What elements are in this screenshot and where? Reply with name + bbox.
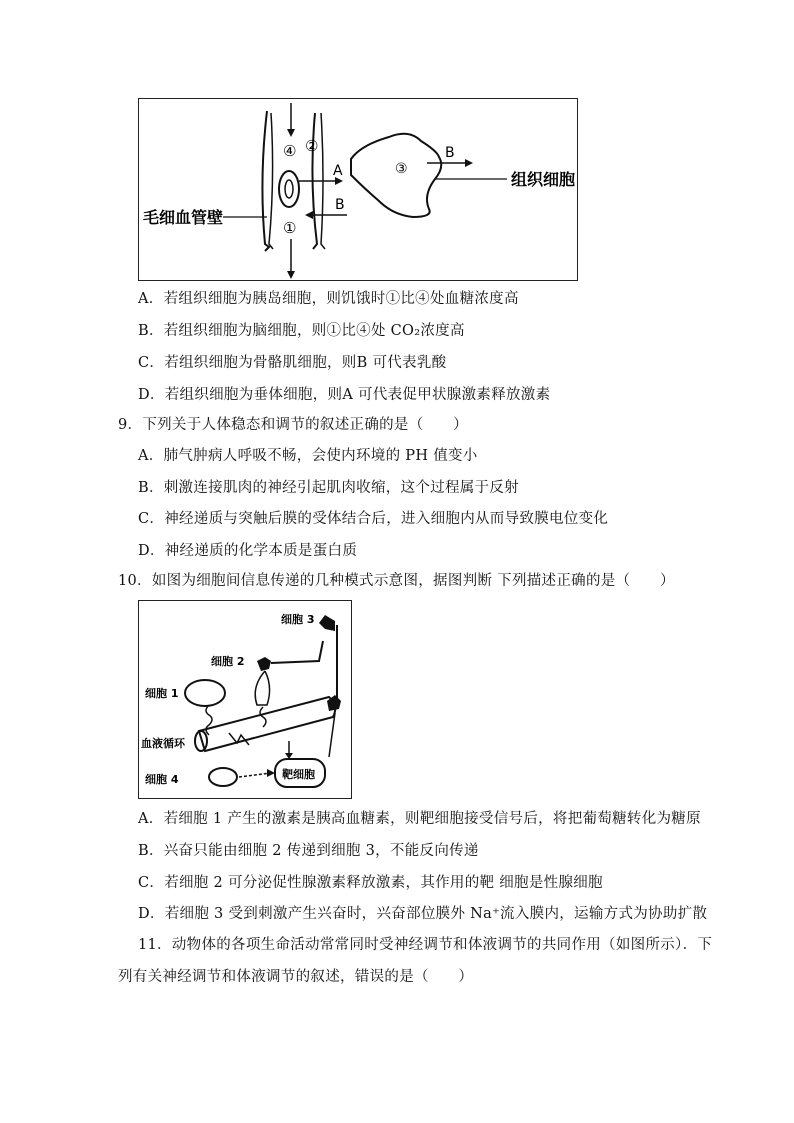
q9-stem: 9．下列关于人体稳态和调节的叙述正确的是（ ） <box>118 417 468 433</box>
label-blood: 血液循环 <box>141 737 185 750</box>
cell-3 <box>319 615 335 631</box>
q8-option-b: B．若组织细胞为脑细胞，则①比④处 CO₂浓度高 <box>138 323 465 339</box>
q9-option-a: A．肺气肿病人呼吸不畅，会使内环境的 PH 值变小 <box>138 448 478 464</box>
q10-option-c: C．若细胞 2 可分泌促性腺激素释放激素，其作用的靶 细胞是性腺细胞 <box>138 875 603 891</box>
q9-option-c: C．神经递质与突触后膜的受体结合后，进入细胞内从而导致膜电位变化 <box>138 511 609 527</box>
figure-cell-signaling <box>138 600 352 799</box>
label-cell-1: 细胞 1 <box>145 687 179 700</box>
arrow-b-label-bottom: B <box>335 197 345 213</box>
arrow-a-label: A <box>333 163 343 179</box>
label-cell-3: 细胞 3 <box>281 613 315 626</box>
label-cell-2: 细胞 2 <box>211 655 245 668</box>
figure-capillary-tissue <box>138 98 578 281</box>
q10-option-d: D．若细胞 3 受到刺激产生兴奋时，兴奋部位膜外 Na⁺流入膜内，运输方式为协助扩散 <box>138 906 708 922</box>
cell-2 <box>257 657 271 671</box>
cell-1 <box>185 680 225 706</box>
signaling-diagram <box>139 601 351 798</box>
label-tissue-cell: 组织细胞 <box>511 170 576 189</box>
q8-option-d: D．若组织细胞为垂体细胞，则A 可代表促甲状腺激素释放激素 <box>138 387 551 403</box>
arrow-b-label-top: B <box>445 145 455 161</box>
capillary-diagram <box>139 99 577 280</box>
q8-option-a: A．若组织细胞为胰岛细胞，则饥饿时①比④处血糖浓度高 <box>138 291 519 307</box>
marker-2: ② <box>305 137 319 155</box>
marker-4: ④ <box>283 142 297 160</box>
q9-option-d: D．神经递质的化学本质是蛋白质 <box>138 543 358 559</box>
label-target-cell: 靶细胞 <box>282 768 315 781</box>
q11-stem-line2: 列有关神经调节和体液调节的叙述，错误的是（ ） <box>118 969 474 985</box>
marker-1: ① <box>283 219 297 237</box>
q11-stem-line1: 11．动物体的各项生命活动常常同时受神经调节和体液调节的共同作用（如图所示）．下 <box>138 937 713 953</box>
q10-stem: 10．如图为细胞间信息传递的几种模式示意图，据图判断 下列描述正确的是（ ） <box>118 573 675 589</box>
q9-option-b: B．刺激连接肌肉的神经引起肌肉收缩，这个过程属于反射 <box>138 480 519 496</box>
q8-option-c: C．若组织细胞为骨骼肌细胞，则B 可代表乳酸 <box>138 355 447 371</box>
capillary-wall-left <box>262 111 269 251</box>
blood-cell <box>279 171 299 207</box>
cell-4 <box>209 768 237 786</box>
q10-option-a: A．若细胞 1 产生的激素是胰高血糖素，则靶细胞接受信号后，将把葡萄糖转化为糖原 <box>138 811 701 827</box>
label-capillary-wall: 毛细血管壁 <box>143 208 224 227</box>
q10-option-b: B．兴奋只能由细胞 2 传递到细胞 3，不能反向传递 <box>138 843 479 859</box>
label-cell-4: 细胞 4 <box>145 773 179 786</box>
marker-3: ③ <box>395 161 408 177</box>
